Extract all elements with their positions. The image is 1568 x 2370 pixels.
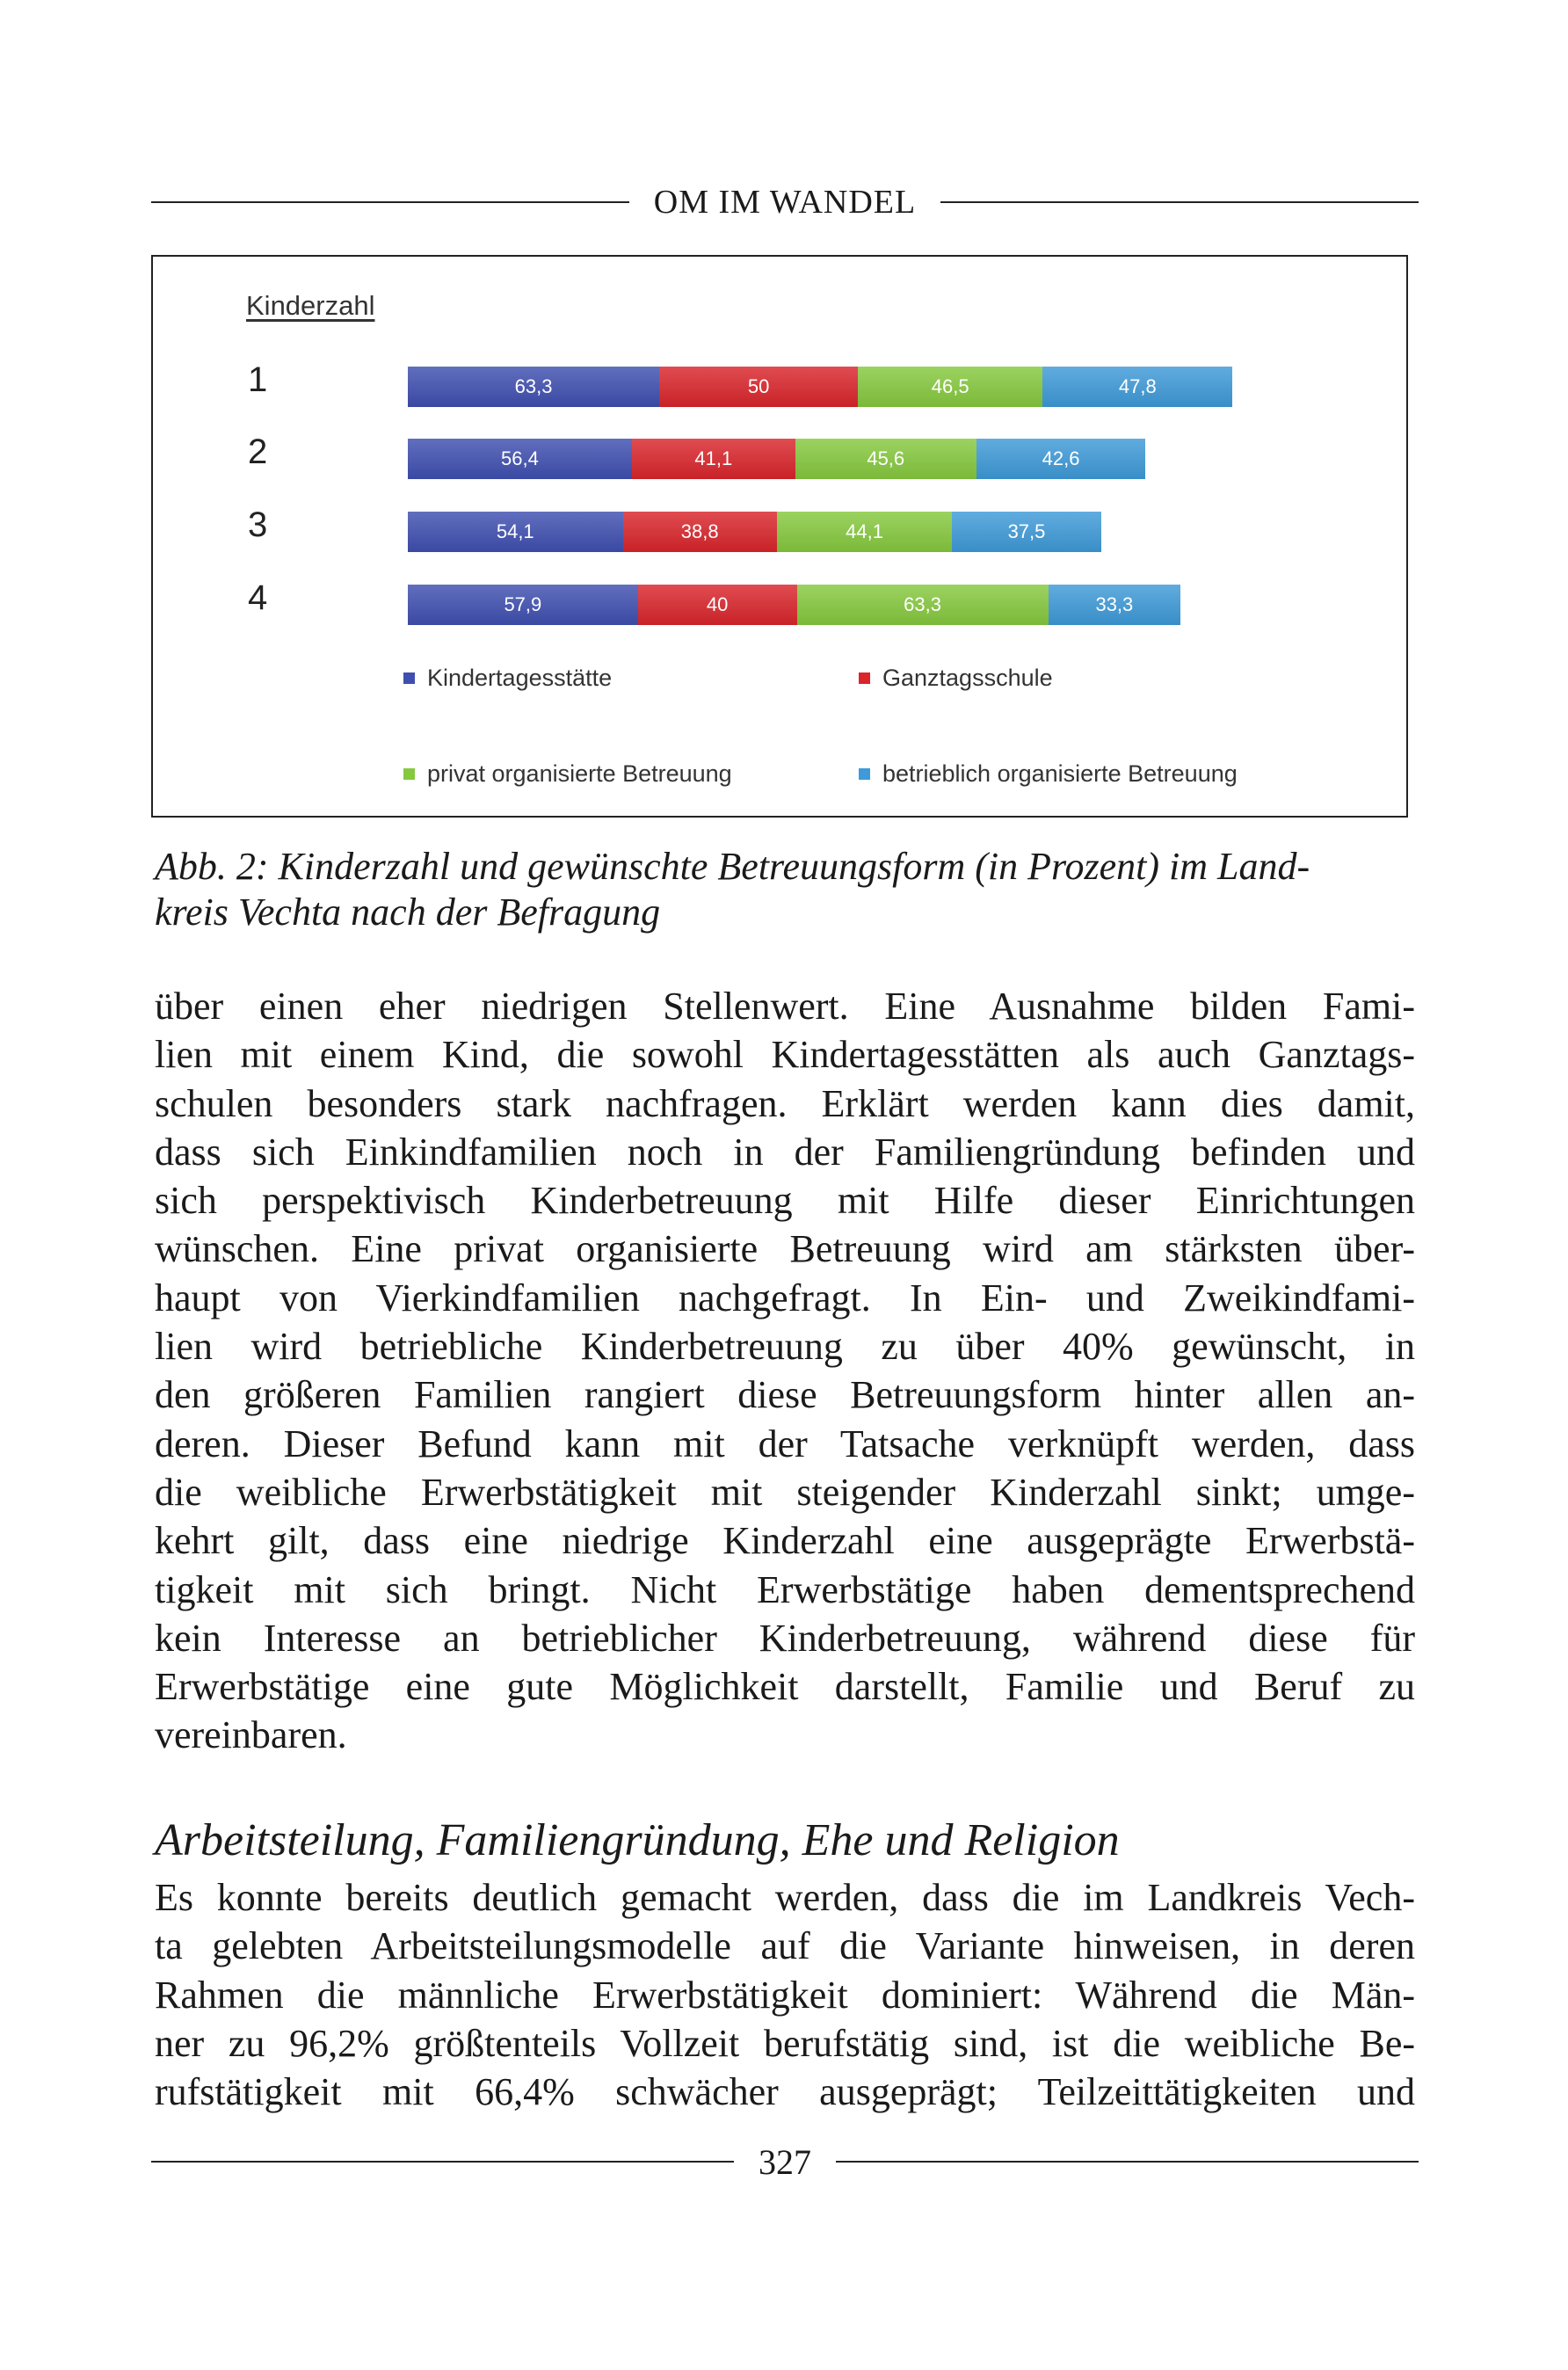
text-line: haupt von Vierkindfamilien nachgefragt. In Ein- und Zweikindfami- <box>155 1276 1415 1319</box>
chart-y-axis-label: Kinderzahl <box>246 290 375 321</box>
bar-value-label: 57,9 <box>504 593 542 615</box>
text-line: die weibliche Erwerbstätigkeit mit steigender Kinderzahl sinkt; umge- <box>155 1470 1415 1514</box>
bar-row <box>408 439 1145 479</box>
text-line: vereinbaren. <box>155 1713 347 1757</box>
page-footer <box>151 2140 1419 2184</box>
page-number: 327 <box>759 2141 811 2182</box>
legend-label: Ganztagsschule <box>882 665 1053 691</box>
bar-value-label: 37,5 <box>1007 520 1046 542</box>
bar-value-label: 63,3 <box>514 375 553 397</box>
text-line: lien mit einem Kind, die sowohl Kindertagesstätten als auch Ganztags- <box>155 1033 1415 1077</box>
text-line: schulen besonders stark nachfragen. Erklärt werden kann dies damit, <box>155 1081 1415 1125</box>
bar-segment <box>632 439 795 479</box>
category-label: 2 <box>248 433 268 471</box>
bar-segment <box>638 585 797 625</box>
bar-value-label: 63,3 <box>904 593 941 615</box>
running-head-title: OM IM WANDEL <box>653 184 917 221</box>
text-line: ta gelebten Arbeitsteilungsmodelle auf die Variante hinweisen, in deren <box>155 1924 1415 1968</box>
bar-value-label: 47,8 <box>1118 375 1157 397</box>
text-line: Rahmen die männliche Erwerbstätigkeit dominiert: Während die Män- <box>155 1973 1415 2017</box>
bar-segment <box>623 512 777 552</box>
bar-value-label: 46,5 <box>931 375 969 397</box>
text-line: tigkeit mit sich bringt. Nicht Erwerbstätige haben dementsprechend <box>155 1567 1415 1611</box>
text-line: kein Interesse an betrieblicher Kinderbetreuung, während diese für <box>155 1616 1415 1660</box>
text-line: den größeren Familien rangiert diese Betreuungsform hinter allen an- <box>155 1373 1415 1417</box>
bar-value-label: 45,6 <box>867 447 905 469</box>
text-line: ner zu 96,2% größtenteils Vollzeit berufstätig sind, ist die weibliche Be- <box>155 2021 1415 2065</box>
caption-line: Abb. 2: Kinderzahl und gewünschte Betreuungsform (in Prozent) im Land- <box>155 845 1310 888</box>
bar-segment <box>858 367 1042 407</box>
bar-segment <box>1042 367 1232 407</box>
text-line: Es konnte bereits deutlich gemacht werden, dass die im Landkreis Vech- <box>155 1876 1415 1919</box>
bar-value-label: 33,3 <box>1095 593 1134 615</box>
header-rule-right <box>940 201 1419 203</box>
text-line: wünschen. Eine privat organisierte Betreuung wird am stärksten über- <box>155 1227 1415 1271</box>
bar-segment <box>976 439 1146 479</box>
bar-segment <box>408 512 623 552</box>
bar-row <box>408 367 1232 407</box>
header-rule-left <box>151 201 629 203</box>
bar-row <box>408 512 1101 552</box>
bar-value-label: 42,6 <box>1042 447 1080 469</box>
figure-caption <box>155 844 1412 935</box>
text-line: kehrt gilt, dass eine niedrige Kinderzahl eine ausgeprägte Erwerbstä- <box>155 1519 1415 1563</box>
caption-line: kreis Vechta nach der Befragung <box>155 891 661 934</box>
bar-segment <box>408 367 659 407</box>
bar-segment <box>952 512 1101 552</box>
legend-swatch <box>859 768 870 780</box>
text-line: Erwerbstätige eine gute Möglichkeit darstellt, Familie und Beruf zu <box>155 1665 1415 1709</box>
legend-label: betrieblich organisierte Betreuung <box>882 760 1238 787</box>
footer-rule-left <box>151 2161 734 2163</box>
bar-value-label: 41,1 <box>694 447 733 469</box>
legend-item-ganztag <box>859 665 1053 692</box>
text-line: lien wird betriebliche Kinderbetreuung zu über 40% gewünscht, in <box>155 1325 1415 1369</box>
chart-figure <box>151 255 1408 818</box>
category-label: 1 <box>248 360 268 399</box>
legend-item-betrieblich <box>859 760 1238 788</box>
category-label: 4 <box>248 578 268 617</box>
bar-value-label: 38,8 <box>680 520 719 542</box>
bar-segment <box>408 439 632 479</box>
bar-segment <box>659 367 858 407</box>
legend-swatch <box>403 768 415 780</box>
legend-swatch <box>403 672 415 684</box>
running-head <box>151 183 1419 222</box>
bar-segment <box>408 585 638 625</box>
text-line: rufstätigkeit mit 66,4% schwächer ausgeprägt; Teilzeittätigkeiten und <box>155 2070 1415 2114</box>
paragraph-1 <box>155 982 1415 1760</box>
bar-segment <box>777 512 952 552</box>
section-heading: Arbeitsteilung, Familiengründung, Ehe und Religion <box>155 1815 1120 1865</box>
bar-value-label: 40 <box>706 593 729 615</box>
bar-value-label: 44,1 <box>846 520 883 542</box>
category-label: 3 <box>248 505 268 544</box>
legend-item-privat <box>403 760 732 788</box>
text-line: sich perspektivisch Kinderbetreuung mit Hilfe dieser Einrichtungen <box>155 1179 1415 1223</box>
bar-value-label: 50 <box>747 375 770 397</box>
bar-value-label: 56,4 <box>501 447 539 469</box>
bar-segment <box>797 585 1049 625</box>
bar-row <box>408 585 1180 625</box>
legend-item-kita <box>403 665 612 692</box>
bar-segment <box>795 439 976 479</box>
bar-value-label: 54,1 <box>496 520 534 542</box>
text-line: dass sich Einkindfamilien noch in der Familiengründung befinden und <box>155 1130 1415 1174</box>
legend-label: privat organisierte Betreuung <box>427 760 732 787</box>
text-line: über einen eher niedrigen Stellenwert. Eine Ausnahme bilden Fami- <box>155 985 1415 1028</box>
footer-rule-right <box>836 2161 1419 2163</box>
legend-label: Kindertagesstätte <box>427 665 613 691</box>
paragraph-2 <box>155 1873 1415 2116</box>
text-line: deren. Dieser Befund kann mit der Tatsache verknüpft werden, dass <box>155 1421 1415 1465</box>
legend-swatch <box>859 672 870 684</box>
bar-segment <box>1049 585 1181 625</box>
